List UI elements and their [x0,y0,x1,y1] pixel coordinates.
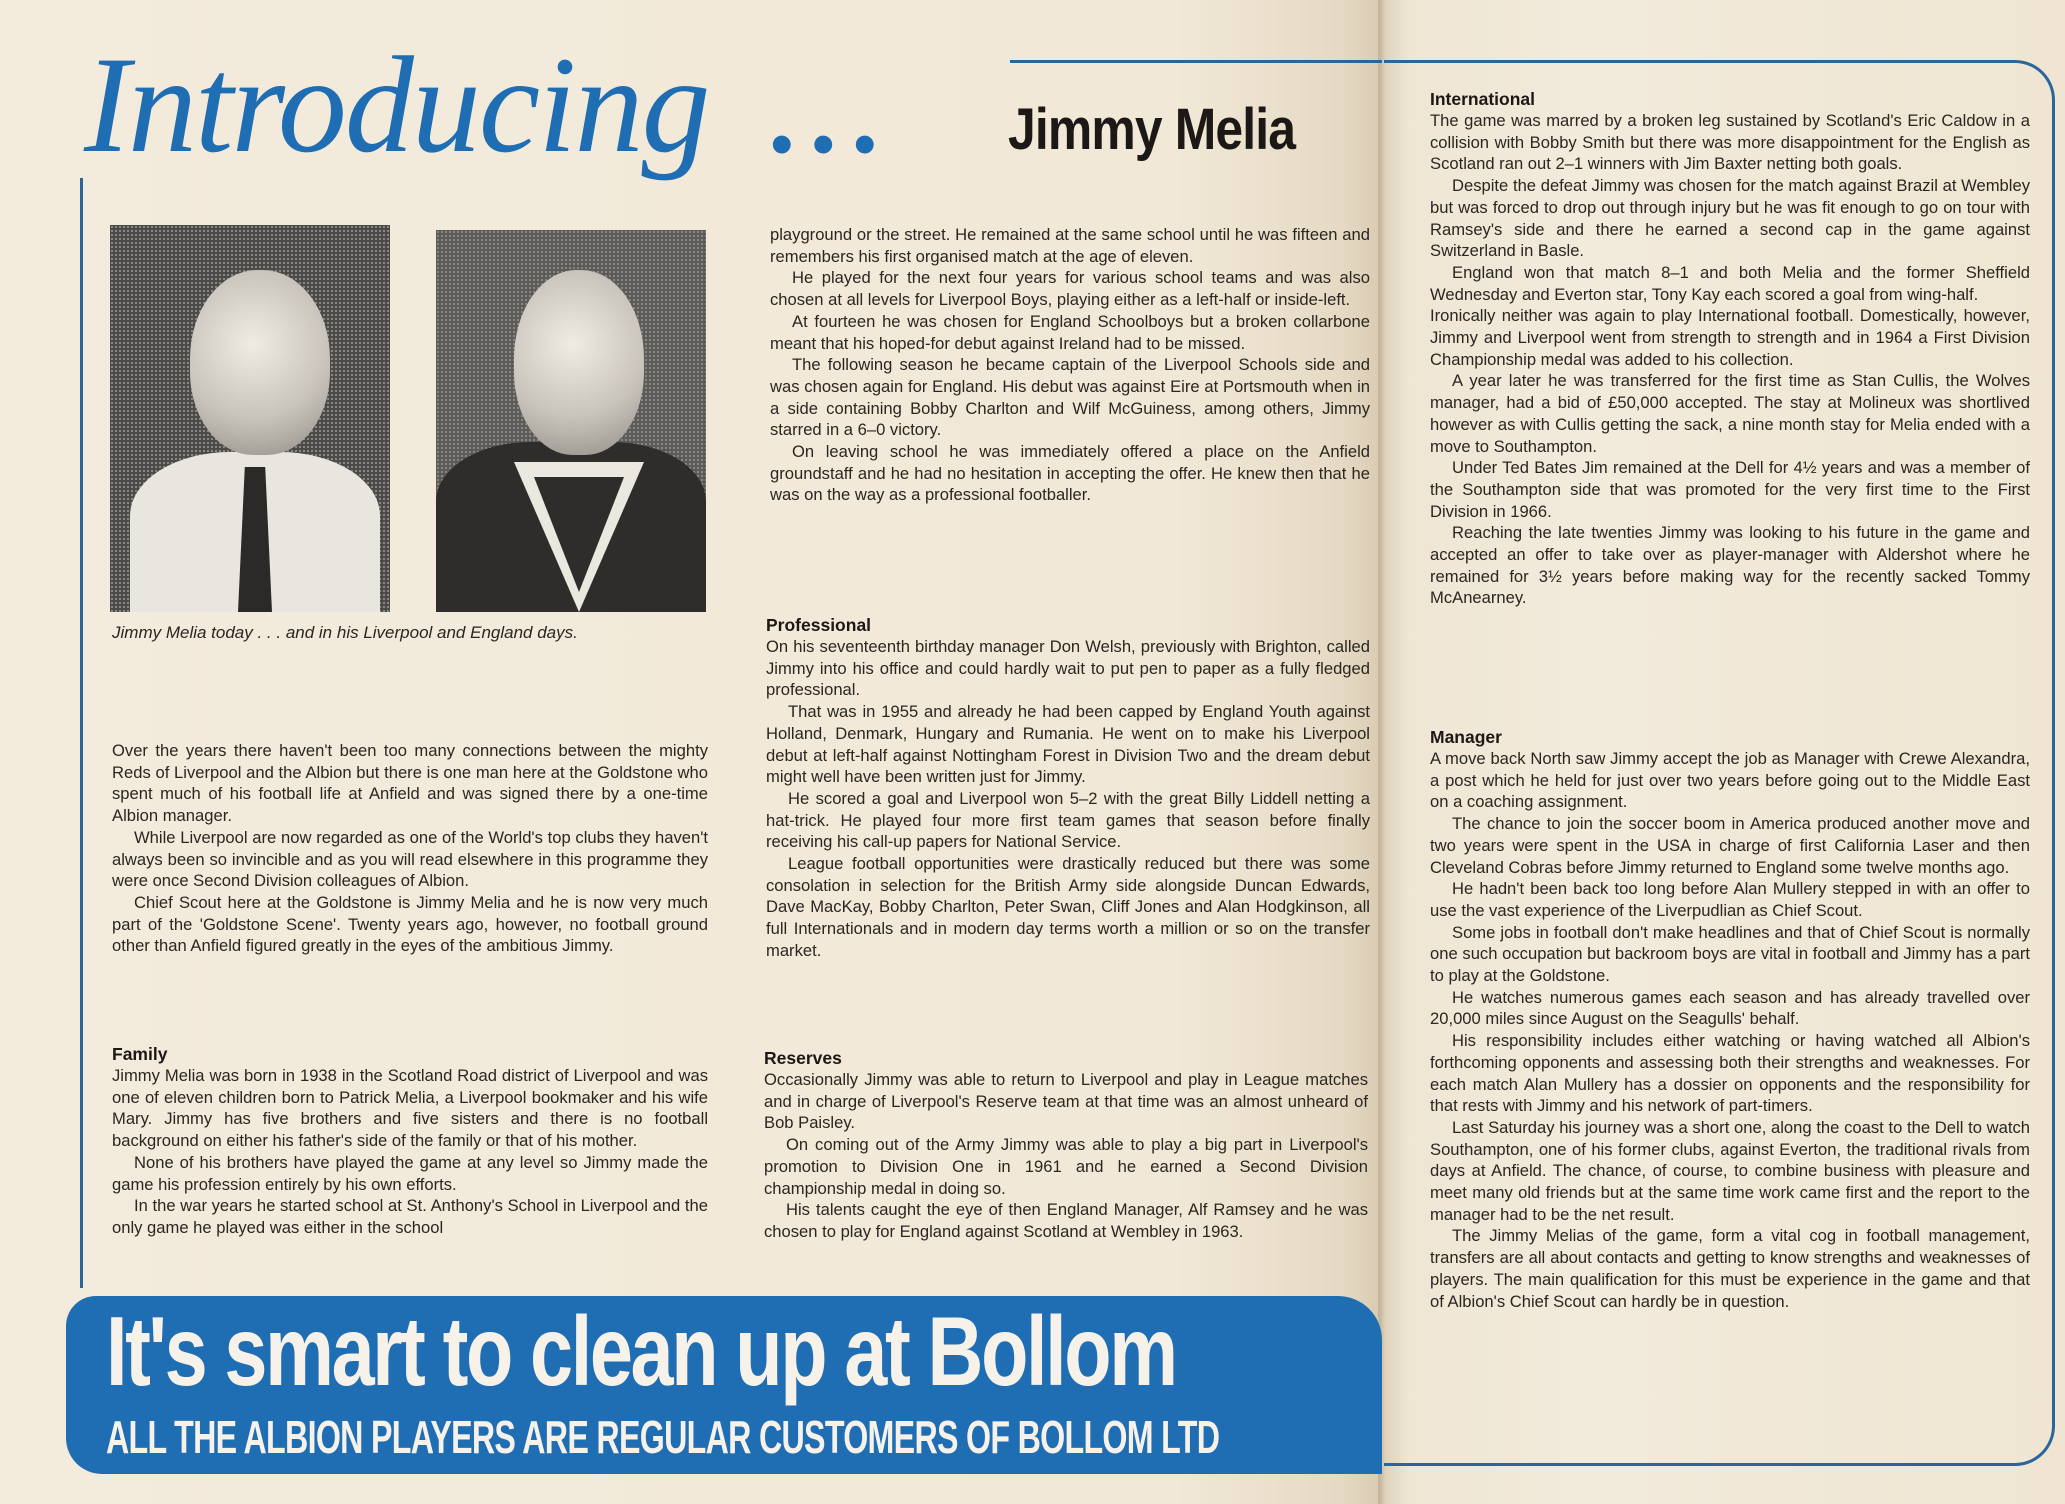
manager-section [1430,726,2030,1312]
advert-subline: ALL THE ALBION PLAYERS ARE REGULAR CUSTOMERS OF BOLLOM LTD [106,1411,1220,1463]
paragraph: League football opportunities were drastically reduced but there was some consolation in selection for the British Army side alongside Duncan Edwards, Dave MacKay, Bobby Charlton, Peter Swan, Cliff Jones and Alan Hodgkinson, all full Internationals and in modern day terms worth a million or so on the transfer market. [766,854,1370,960]
section-heading-manager: Manager [1430,727,1502,747]
paragraph: His responsibility includes either watching or having watched all Albion's forthcoming opponents and assessing both their strengths and weaknesses. For each match Alan Mullery has a dossier on opponents and the responsibility for that rests with Jimmy and his network of part-timers. [1430,1031,2030,1116]
paragraph: In the war years he started school at St. Anthony's School in Liverpool and the only game he played was either in the school [112,1196,708,1237]
reserves-section [764,1047,1368,1243]
paragraph: None of his brothers have played the game at any level so Jimmy made the game his profession entirely by his own efforts. [112,1152,708,1194]
photo-melia-england [436,230,706,612]
paragraph: His talents caught the eye of then England Manager, Alf Ramsey and he was chosen to play for England against Scotland at Wembley in 1963. [764,1200,1368,1241]
paragraph: The Jimmy Melias of the game, form a vital cog in football management, transfers are all about contacts and getting to know strengths and weaknesses of players. The main qualification for this must be experience in the game and that of Albion's Chief Scout can hardly be in question. [1430,1226,2030,1311]
paragraph: Under Ted Bates Jim remained at the Dell for 4½ years and was a member of the Southampton side that was promoted for the very first time to the First Division in 1966. [1430,458,2030,521]
international-section [1430,88,2030,609]
paragraph: On his seventeenth birthday manager Don Welsh, previously with Brighton, called Jimmy into his office and could hardly wait to put pen to paper as a fully fledged professional. [766,637,1370,700]
paragraph: Some jobs in football don't make headlines and that of Chief Scout is normally one such occupation but backroom boys are vital in football and Jimmy has a part to play at the Goldstone. [1430,922,2030,986]
paragraph: He watches numerous games each season and has already travelled over 20,000 miles since August on the Seagulls' behalf. [1430,987,2030,1029]
paragraph: The following season he became captain of the Liverpool Schools side and was chosen again for England. His debut was against Eire at Portsmouth when in a side containing Bobby Charlton and Wilf McGuiness, among others, Jimmy starred in a 6–0 victory. [770,355,1370,440]
header-rule [1010,60,1382,63]
paragraph: He hadn't been back too long before Alan Mullery stepped in with an offer to use the vast experience of the Liverpudlian as Chief Scout. [1430,879,2030,920]
paragraph: On leaving school he was immediately offered a place on the Anfield groundstaff and he had no hesitation in accepting the offer. He knew then that he was on the way as a professional footballer. [770,442,1370,505]
paragraph: While Liverpool are now regarded as one of the World's top clubs they haven't always been so invincible and as you will read elsewhere in this programme they were once Second Division colleagues of Albion. [112,827,708,891]
paragraph: Over the years there haven't been too many connections between the mighty Reds of Liverpool and the Albion but there is one man here at the Goldstone who spent much of his football life at Anfield and was signed there by a one-time Albion manager. [112,741,708,826]
family-section [112,1043,708,1239]
section-heading-international: International [1430,89,1536,109]
intro-section [112,740,708,957]
title-introducing: Introducing [84,28,709,181]
paragraph: The chance to join the soccer boom in America produced another move and two years were spent in the USA in charge of first California Laser and then Cleveland Cobras before Jimmy returned to England some twelve months ago. [1430,814,2030,877]
paragraph: England won that match 8–1 and both Melia and the former Sheffield Wednesday and Everton star, Tony Kay each scored a goal from wing-half. [1430,262,2030,304]
bollom-advert-banner [66,1296,1382,1474]
paragraph: Last Saturday his journey was a short one, along the coast to the Dell to watch Southampton, one of his former clubs, against Everton, the traditional rivals from days at Anfield. The chance, of course, to combine business with pleasure and meet many old friends but at the same time work came first and the report to the manager had to be the net result. [1430,1117,2030,1224]
professional-section [766,614,1370,962]
paragraph: Reaching the late twenties Jimmy was looking to his future in the game and accepted an offer to take over as player-manager with Aldershot where he remained for 3½ years before making way for the recently sacked Tommy McAnearney. [1430,523,2030,608]
photo-figure-head [514,270,644,455]
advert-headline: It's smart to clean up at Bollom [106,1296,1176,1406]
title-subject-name: Jimmy Melia [1008,97,1296,162]
paragraph: That was in 1955 and already he had been capped by England Youth against Holland, Denmark, Hungary and Rumania. He went on to make his Liverpool debut at left-half against Nottingham Forest in Division Two and the dream debut might well have been written just for Jimmy. [766,702,1370,787]
paragraph: Despite the defeat Jimmy was chosen for the match against Brazil at Wembley but was forced to drop out through injury but he was fit enough to go on tour with Ramsey's side and there he earned a second cap in the game against Switzerland in Basle. [1430,176,2030,261]
photo-figure-head [190,270,330,455]
paragraph: The game was marred by a broken leg sustained by Scotland's Eric Caldow in a collision with Bobby Smith but there was more disappointment for the English as Scotland ran out 2–1 winners with Jim Baxter netting both goals. [1430,111,2030,174]
paragraph: Chief Scout here at the Goldstone is Jimmy Melia and he is now very much part of the 'Goldstone Scene'. Twenty years ago, however, no football ground other than Anfield figured greatly in the eyes of the ambitious Jimmy. [112,892,708,956]
section-heading-professional: Professional [766,615,872,635]
paragraph: Jimmy Melia was born in 1938 in the Scotland Road district of Liverpool and was one of eleven children born to Patrick Melia, a Liverpool bookmaker and his wife Mary. Jimmy has five brothers and five sisters and there is no football background on either his father's side of the family or that of his mother. [112,1066,708,1151]
title-ellipsis: ... [768,54,893,176]
paragraph: On coming out of the Army Jimmy was able to play a big part in Liverpool's promotion to Division One in 1961 and he earned a Second Division championship medal in doing so. [764,1135,1368,1198]
paragraph: Ironically neither was again to play International football. Domestically, however, Jimmy and Liverpool went from strength to strength and in 1964 a First Division Championship medal was added to his collection. [1430,306,2030,369]
section-heading-reserves: Reserves [764,1048,842,1068]
photo-melia-today [110,225,390,612]
paragraph: A move back North saw Jimmy accept the job as Manager with Crewe Alexandra, a post which he held for just over two years before going out to the Middle East on a coaching assignment. [1430,749,2030,812]
section-heading-family: Family [112,1044,168,1064]
photo-caption: Jimmy Melia today . . . and in his Liverpool and England days. [112,623,578,642]
paragraph: He scored a goal and Liverpool won 5–2 with the great Billy Liddell netting a hat-trick. He played four more first team games that season before finally receiving his call-up papers for National Service. [766,788,1370,852]
paragraph: At fourteen he was chosen for England Schoolboys but a broken collarbone meant that his hoped-for debut against Ireland had to be missed. [770,311,1370,353]
paragraph: He played for the next four years for various school teams and was also chosen at all levels for Liverpool Boys, playing either as a left-half or inside-left. [770,268,1370,310]
paragraph: A year later he was transferred for the first time as Stan Cullis, the Wolves manager, had a bid of £50,000 accepted. The stay at Molineux was shortlived however as with Cullis getting the sack, a nine month stay for Melia ended with a move to Southampton. [1430,371,2030,456]
paragraph: Occasionally Jimmy was able to return to Liverpool and play in League matches and in charge of Liverpool's Reserve team at that time was an almost unheard of Bob Paisley. [764,1070,1368,1133]
family-continued-section [770,224,1370,506]
paragraph: playground or the street. He remained at the same school until he was fifteen and remembers his first organised match at the age of eleven. [770,225,1370,266]
